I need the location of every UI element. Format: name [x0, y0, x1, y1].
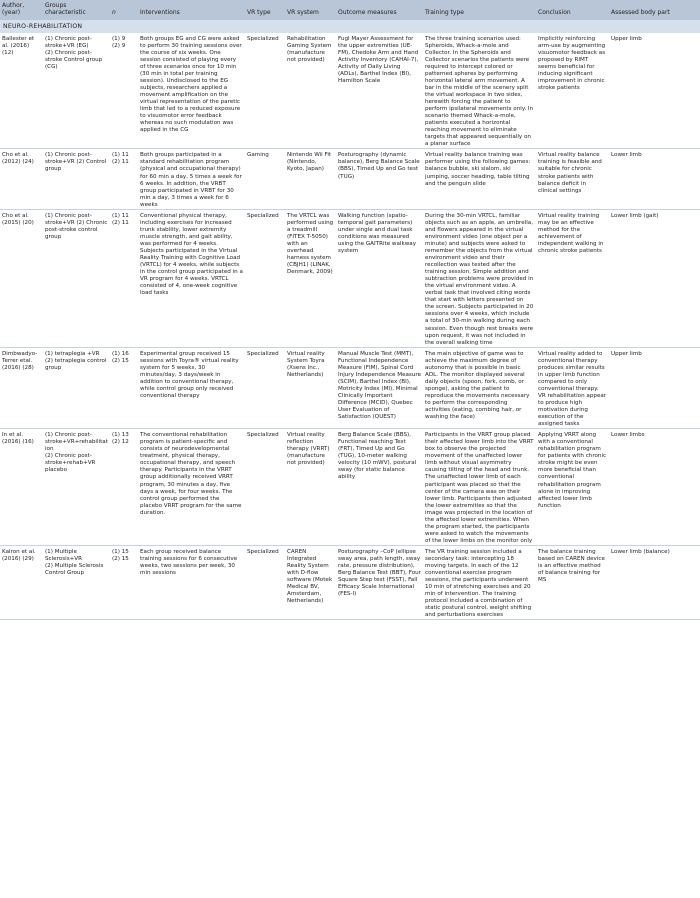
header-conclusion: Conclusion: [536, 0, 609, 20]
cell-author: Ballester et al. (2016) (12): [0, 33, 43, 149]
group-line: (1) Chronic post-stroke+VR (2) Control group: [45, 152, 107, 173]
n-line: (2) 9: [112, 42, 126, 49]
group-line: (2) Multiple Sclerosis Control Group: [45, 563, 104, 577]
table-header-row: [0, 0, 700, 20]
table-row: [0, 545, 700, 619]
cell-vr-type: Specialized: [245, 347, 285, 429]
cell-conclusion: Virtual reality training may be an effective method for the achievement of independent walking in chronic stroke patients: [536, 209, 609, 347]
cell-training: During the 30-min VRTCL, familiar objects such as an apple, an umbrella, and flowers appeared in the virtual environment video (one object per a minute) and subjects were asked to remember the objects from the virtual environment video and their recollection was tested after the training session. Simple addition and subtraction problems were provided in the virtual environment video. A verbal task that involved citing words that start with letters presented on the screen. Subjects participated in 20 sessions over 4 weeks, which include a total of 30-min walking during each session. Even though rest breaks were upon request, it was not included in the overall walking time: [423, 209, 536, 347]
header-n: n: [110, 0, 138, 20]
section-row: [0, 20, 700, 33]
section-title: NEURO-REHABILITATION: [0, 20, 700, 33]
cell-outcome: Manual Muscle Test (MMT), Functional Independence Measure (FIM), Spinal Cord Injury Independence Measure (SCIM), Barthel Index (BI), Motricity Index (MI), Minimal Clinically Important Difference (MCID), Quebec User Evaluation of Satisfaction (QUEST): [336, 347, 423, 429]
cell-n: [110, 429, 138, 546]
cell-body-part: Lower limbs: [609, 429, 700, 546]
cell-training: Participants in the VRRT group placed their affected lower limb into the VRRT box to observe the projected movement of the unaffected lower limb without visual asymmetry causing tilting of the head and trunk. The unaffected lower limb of each participant was placed so that the center of the camera was on their lower limb. Participants then adjusted the lower extremities so that the image was projected in the location of the affected lower extremities. When the program started, the participants were asked to watch the movements of the lower limbs on the monitor only: [423, 429, 536, 546]
header-body-part: Assessed body part: [609, 0, 700, 20]
cell-vr-system: Virtual reality System Toyra (Xsens Inc., Netherlands): [285, 347, 336, 429]
cell-author: Dimbwadyo-Terrer etal. (2016) (28): [0, 347, 43, 429]
cell-outcome: Berg Balance Scale (BBS), Functional reaching Test (FRT), Timed Up and Go (TUG), 10-meter walking velocity (10 mWV), postural sway (for static balance ability: [336, 429, 423, 546]
cell-training: The three training scenarios used: Spheroids, Whack-a-mole and Collector. In the Spheroids and Collector scenarios the patients were required to intercept colored or patterned spheres by performing horizontal lateral arm movement. A bar in the middle of the scenery split the virtual workspace in two sides, herewith forcing the patient to perform ipsilateral movements only. In scenario themed Whack-a-mole, patients executed a horizontal reaching movement to eliminate targets that appeared sequentially on a planar surface: [423, 33, 536, 149]
cell-author: Cho et al. (2015) (20): [0, 209, 43, 347]
cell-body-part: Upper limb: [609, 347, 700, 429]
cell-conclusion: Virtual reality balance training is feasible and suitable for chronic stroke patients with balance deficit in clinical settings: [536, 149, 609, 209]
group-line: (1) Chronic post-stroke+VR (EG): [45, 35, 92, 49]
table-row: [0, 149, 700, 209]
cell-groups: [43, 149, 110, 209]
cell-author: Kalron et al. (2016) (29): [0, 545, 43, 619]
cell-body-part: Lower limb (gait): [609, 209, 700, 347]
cell-interventions: Each group received balance training sessions for 6 consecutive weeks, two sessions per week, 30 min sessions: [138, 545, 245, 619]
cell-n: [110, 347, 138, 429]
cell-body-part: Upper limb: [609, 33, 700, 149]
cell-training: The VR training session included a secondary task: intercepting 18 moving targets. In each of the 12 conventional exercise program sessions, the participants underwent 10 min of stretching exercises and 20 min of intervention. The training protocol included a combination of static postural control, weight shifting and perturbations exercises: [423, 545, 536, 619]
cell-groups: [43, 347, 110, 429]
cell-vr-type: Specialized: [245, 33, 285, 149]
cell-groups: [43, 209, 110, 347]
n-line: (1) 16: [112, 350, 129, 357]
header-groups: Groups characteristic: [43, 0, 110, 20]
group-line: (1) Chronic post-stroke+VR (2) Chronic post-stroke control group: [45, 212, 108, 240]
group-line: (2) tetraplegia control group: [45, 357, 107, 371]
cell-body-part: Lower limb (balance): [609, 545, 700, 619]
cell-conclusion: Applying VRRT along with a conventional rehabilitation program for patients with chronic stroke might be even more beneficial than conventional rehabilitation program alone in improving affected lower limb function: [536, 429, 609, 546]
cell-interventions: Both groups participated in a standard rehabilitation program (physical and occupational therapy) for 60 min a day, 5 times a week for 6 weeks. In addition, the VRBT group participated in VRBT for 30 min a day, 3 times a week for 6 weeks: [138, 149, 245, 209]
cell-outcome: Walking function (spatio-temporal gait parameters) under single and dual task conditions was measured using the GAITRite walkway system: [336, 209, 423, 347]
cell-training: The main objective of game was to achieve the maximum degree of autonomy that is possible in basic ADL. The monitor displayed several daily objects (spoon, fork, comb, or sponge), asking the patient to reproduce the movements necessary to perform the corresponding activities (eating, combing hair, or washing the face): [423, 347, 536, 429]
table-row: [0, 429, 700, 546]
cell-n: [110, 545, 138, 619]
cell-outcome: Fugl Mayer Assessment for the upper extremities (UE-FM), Chedoke Arm and Hand Activity Inventory (CAHAI-7), Activity of Daily Living (ADLs), Barthel Index (BI), Hamilton Scale: [336, 33, 423, 149]
cell-author: In et al. (2016) (16): [0, 429, 43, 546]
n-line: (2) 15: [112, 357, 129, 364]
cell-conclusion: Virtual reality added to conventional therapy produces similar results in upper limb function compared to only conventional therapy. VR rehabilitation appear to produce high motivation during execution of the assigned tasks: [536, 347, 609, 429]
n-line: (1) 9: [112, 35, 126, 42]
cell-n: [110, 149, 138, 209]
table-row: [0, 33, 700, 149]
cell-vr-type: Specialized: [245, 209, 285, 347]
cell-vr-system: Virtual reality reflection therapy (VRRT) (manufacture not provided): [285, 429, 336, 546]
cell-n: [110, 209, 138, 347]
table-row: [0, 209, 700, 347]
header-training: Training type: [423, 0, 536, 20]
n-line: (2) 11: [112, 219, 129, 226]
cell-vr-type: Specialized: [245, 429, 285, 546]
header-vr-type: VR type: [245, 0, 285, 20]
cell-vr-system: The VRTCL was performed using a treadmill (FITEX T-5050) with an overhead harness system (CBJH1) (LINAK, Denmark, 2009): [285, 209, 336, 347]
n-line: (1) 13: [112, 432, 129, 439]
cell-vr-type: Gaming: [245, 149, 285, 209]
cell-groups: [43, 545, 110, 619]
group-line: (2) Chronic post-stroke+rehab+VR placebo: [45, 453, 96, 474]
header-outcome: Outcome measures: [336, 0, 423, 20]
group-line: (1) tetraplegia +VR: [45, 350, 100, 357]
n-line: (1) 15: [112, 548, 129, 555]
cell-interventions: The conventional rehabilitation program is patient-specific and consists of neurodevelopmental treatment, physical therapy, occupational therapy, and speech therapy. Participants in the VRRT group additionally received VRRT program, 30 minutes a day, five days a week, for four weeks. The control group performed the placebo VRRT program for the same duration.: [138, 429, 245, 546]
cell-training: Virtual reality balance training was performer using the following games: balance bubble, ski slalom, ski jumping, soccer heading, table tilting and the penguin slide: [423, 149, 536, 209]
cell-n: [110, 33, 138, 149]
cell-interventions: Experimental group received 15 sessions with Toyra® virtual reality system for 5 weeks, 30 minutes/day, 3 days/week in addition to conventional therapy, while control group only received conventional therapy: [138, 347, 245, 429]
table-row: [0, 347, 700, 429]
cell-groups: [43, 33, 110, 149]
cell-groups: [43, 429, 110, 546]
cell-vr-type: Specialized: [245, 545, 285, 619]
n-line: (2) 12: [112, 439, 129, 446]
cell-conclusion: The balance training based on CAREN device is an effective method of balance training for MS: [536, 545, 609, 619]
group-line: (2) Chronic post-stroke Control group (CG): [45, 49, 103, 70]
cell-vr-system: Nintendo Wii Fit (Nintendo, Kyoto, Japan): [285, 149, 336, 209]
cell-vr-system: CAREN Integrated Reality System with D-flow software (Motek Medical BV, Amsterdam, Netherlands): [285, 545, 336, 619]
n-line: (2) 15: [112, 555, 129, 562]
cell-conclusion: Implicitly reinforcing arm-use by augmenting visuomotor feedback as proposed by RIMT seems beneficial for inducing significant improvement in chronic stroke patients: [536, 33, 609, 149]
cell-outcome: Posturography –CoP (ellipse sway area, path length, sway rate, pressure distribution), Berg Balance Test (BBT), Four Square Step test (FSST), Fall Efficacy Scale International (FES-I): [336, 545, 423, 619]
n-line: (1) 11: [112, 212, 129, 219]
cell-vr-system: Rehabilitation Gaming System (manufacture not provided): [285, 33, 336, 149]
header-vr-system: VR system: [285, 0, 336, 20]
n-line: (1) 11: [112, 152, 129, 159]
cell-interventions: Conventional physical therapy, including exercises for increased trunk stability, lower extremity muscle strength, and gait ability, was performed for 4 weeks. Subjects participated in the Virtual Reality Training with Cognitive Load (VRTCL) for 4 weeks, while subjects in the control group participated in a VR program for 4 weeks. VRTCL consisted of 4, one-week cognitive load tasks: [138, 209, 245, 347]
group-line: (1) Chronic post-stroke+VR+rehabilitation: [45, 432, 108, 453]
header-interventions: Interventions: [138, 0, 245, 20]
n-line: (2) 11: [112, 159, 129, 166]
header-author: Author, (year): [0, 0, 43, 20]
cell-interventions: Both groups EG and CG were asked to perform 30 training sessions over the course of six weeks. One session consisted of playing every of three scenarios once for 10 min (30 min in total per training session). Undisclosed to the EG subjects, researchers applied a movement amplification on the virtual representation of the paretic limb that led to a reduced exposure to visuomotor error feedback whereas no such modulation was applied in the CG: [138, 33, 245, 149]
cell-body-part: Lower limb: [609, 149, 700, 209]
cell-author: Cho et al. (2012) (24): [0, 149, 43, 209]
group-line: (1) Multiple Sclerosis+VR: [45, 548, 83, 562]
cell-outcome: Posturography (dynamic balance), Berg Balance Scale (BBS), Timed Up and Go test (TUG): [336, 149, 423, 209]
